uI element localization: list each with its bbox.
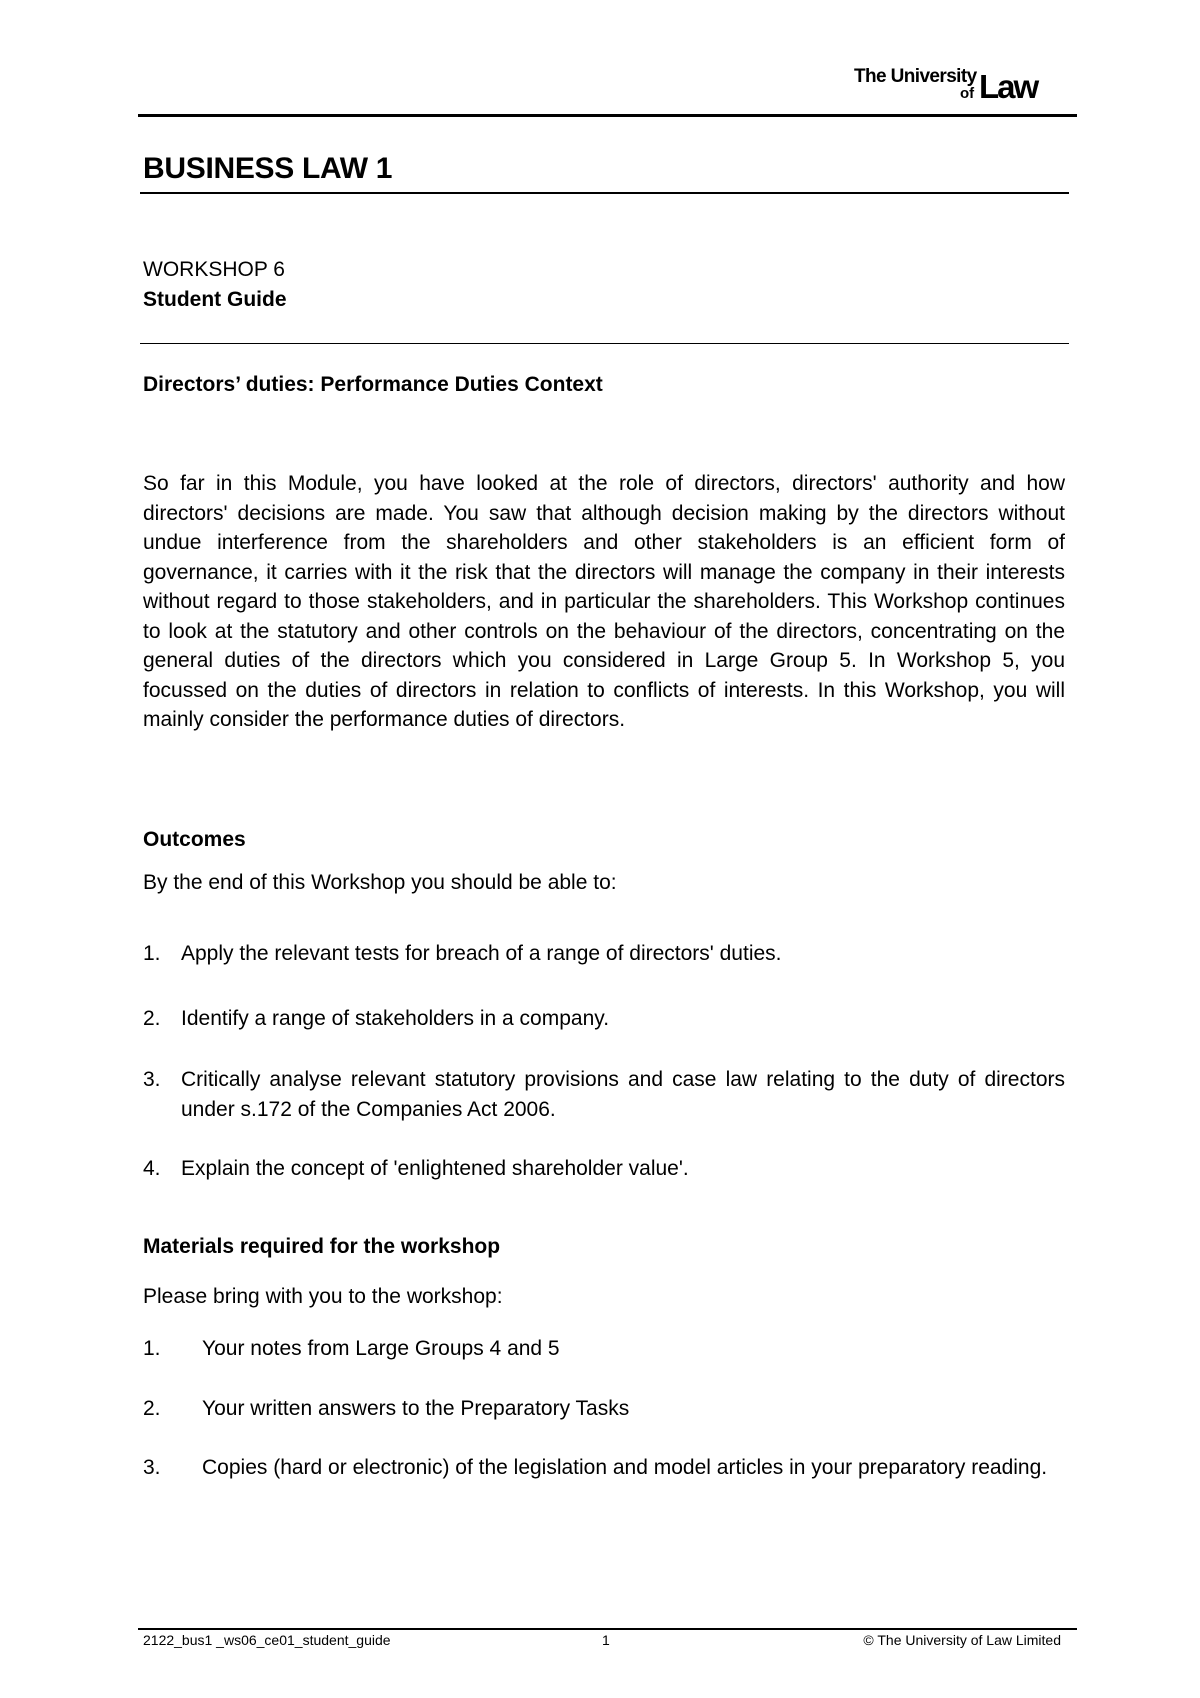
logo-text-law: Law [979, 68, 1038, 105]
outcomes-lead: By the end of this Workshop you should be able to: [143, 871, 617, 894]
outcome-item [143, 939, 1065, 969]
material-text: Your written answers to the Preparatory Tasks [202, 1396, 630, 1420]
material-item [143, 1334, 1065, 1364]
title-rule [140, 192, 1069, 194]
material-number: 2. [143, 1396, 161, 1420]
outcomes-heading: Outcomes [143, 828, 246, 851]
footer-rule [138, 1628, 1077, 1630]
guide-label: Student Guide [143, 288, 287, 311]
outcome-text: Identify a range of stakeholders in a company. [181, 1006, 610, 1030]
outcome-number: 2. [143, 1006, 161, 1030]
header-rule [138, 114, 1077, 117]
outcome-item [143, 1004, 1065, 1034]
outcome-item [143, 1065, 1065, 1124]
logo-text-of: of [960, 85, 975, 102]
material-number: 3. [143, 1456, 161, 1479]
material-number: 1. [143, 1337, 161, 1360]
material-text: Your notes from Large Groups 4 and 5 [202, 1337, 560, 1360]
logo-text-the-university: The University [854, 66, 977, 87]
material-text: Copies (hard or electronic) of the legislation and model articles in your preparatory reading. [202, 1456, 1048, 1479]
section-rule [140, 343, 1069, 344]
footer-document-id: 2122_bus1 _ws06_ce01_student_guide [143, 1632, 391, 1648]
document-subtitle: Directors’ duties: Performance Duties Context [143, 373, 603, 396]
material-item [143, 1453, 1065, 1483]
document-title: BUSINESS LAW 1 [143, 152, 393, 185]
outcome-item [143, 1154, 1065, 1184]
materials-list [143, 1334, 1065, 1483]
materials-heading: Materials required for the workshop [143, 1235, 501, 1258]
workshop-number: WORKSHOP 6 [143, 258, 285, 281]
intro-paragraph: So far in this Module, you have looked at the role of directors, directors' authority and how directors' decisions are made. You saw that although decision making by the directors without undue interference from the shareholders and other stakeholders is an efficient form of governance, it carries with it the risk that the directors will manage the company in their interests without regard to those stakeholders, and in particular the shareholders. This Workshop continues to look at the statutory and other controls on the behaviour of the directors, concentrating on the general duties of the directors which you considered in Large Group 5. In Workshop 5, you focussed on the duties of directors in relation to conflicts of interests. In this Workshop, you will mainly consider the performance duties of directors. [143, 472, 1065, 731]
workshop-block [143, 255, 287, 315]
material-item [143, 1394, 1065, 1424]
materials-lead: Please bring with you to the workshop: [143, 1285, 503, 1308]
outcome-text: Apply the relevant tests for breach of a range of directors' duties. [181, 942, 782, 965]
university-logo [854, 64, 1064, 104]
outcome-number: 4. [143, 1157, 161, 1180]
outcome-text: Critically analyse relevant statutory provisions and case law relating to the duty of directors under s.172 of the Companies Act 2006. [181, 1068, 1065, 1121]
footer-copyright: © The University of Law Limited [863, 1632, 1061, 1648]
outcome-text: Explain the concept of 'enlightened shareholder value'. [181, 1157, 689, 1180]
footer-page-number: 1 [602, 1632, 610, 1648]
outcome-number: 1. [143, 942, 161, 965]
outcomes-list [143, 939, 1065, 1184]
outcome-number: 3. [143, 1068, 161, 1091]
